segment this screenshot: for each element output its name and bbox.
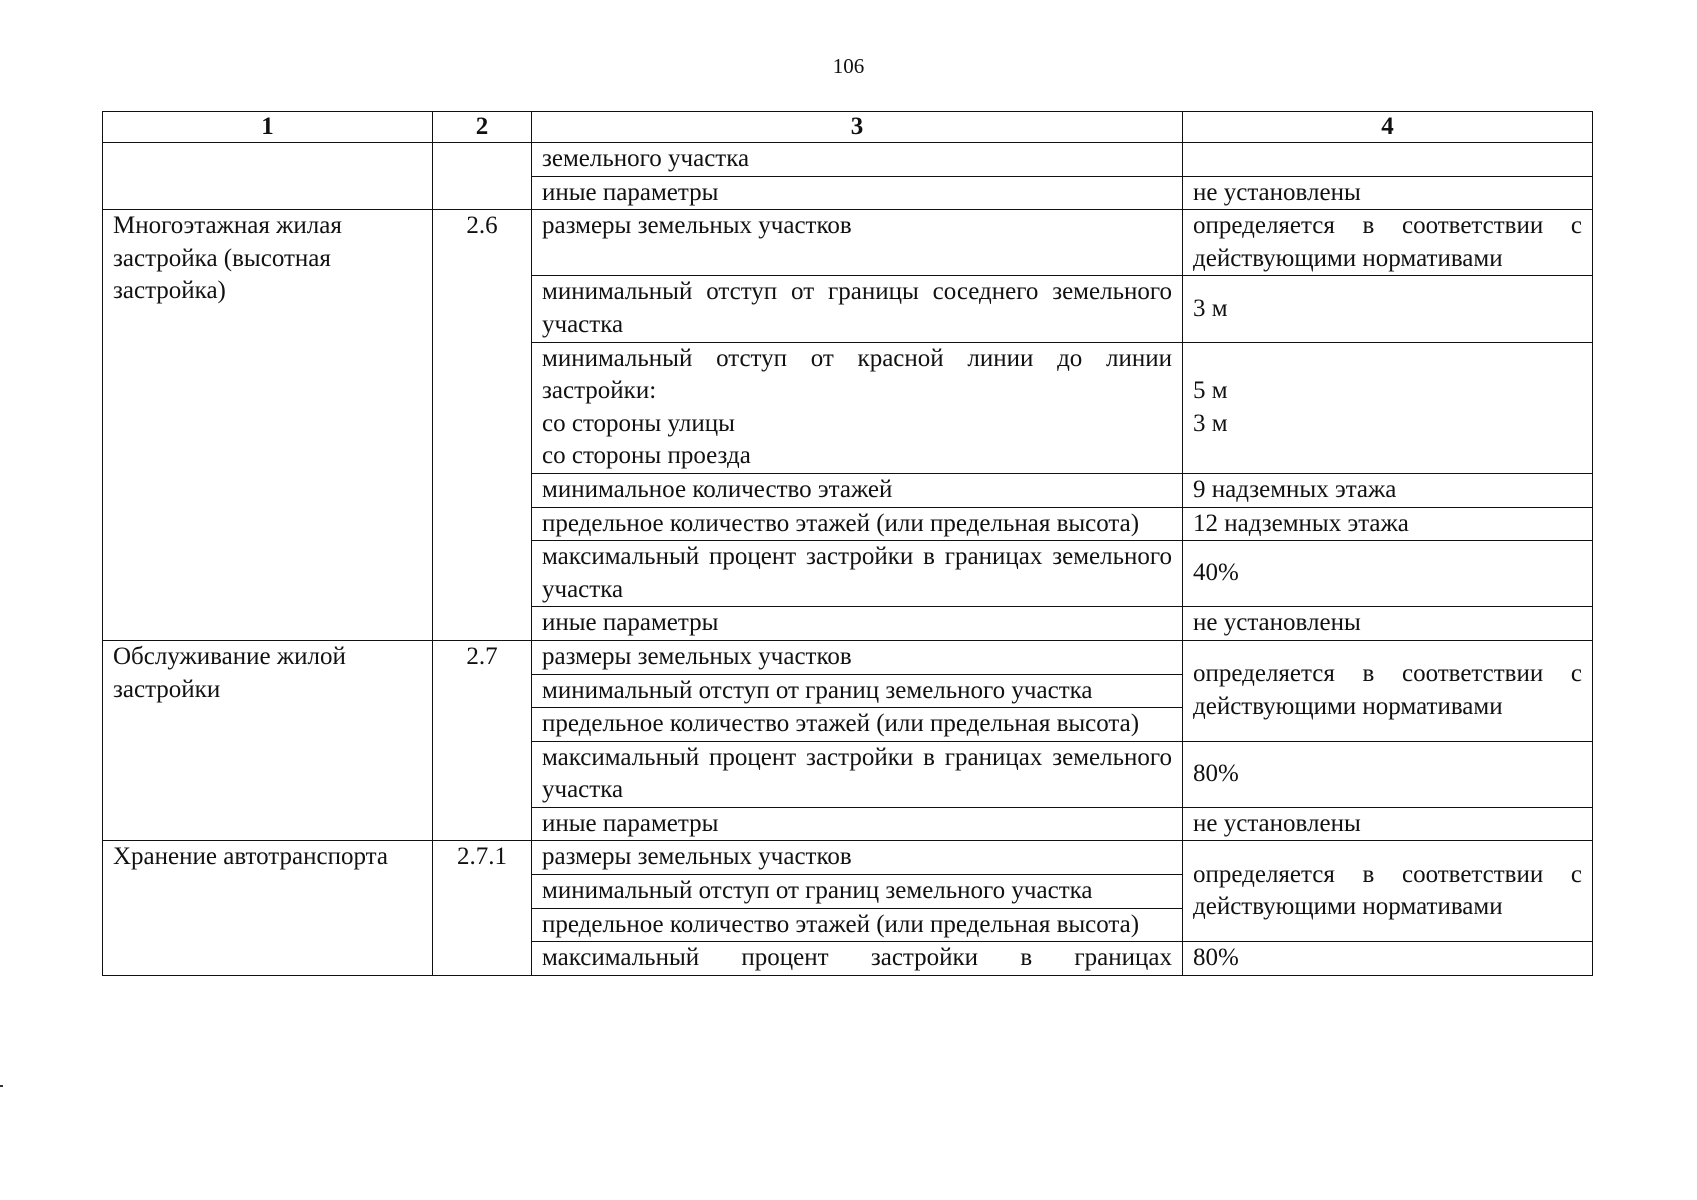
value-cell: 3 м [1183,276,1593,342]
param-line: со стороны улицы [542,409,735,437]
value-cell: 12 надземных этажа [1183,507,1593,541]
merged-value-cell: определяется в соответствии с действующими нормативами [1183,640,1593,741]
param-cell: максимальный процент застройки в границах земельного участка [532,741,1183,807]
param-cell: иные параметры [532,176,1183,210]
value-cell: не установлены [1183,607,1593,641]
param-line: минимальный отступ от красной линии до линии застройки: [542,344,1172,405]
param-cell: минимальное количество этажей [532,473,1183,507]
zoning-parameters-table [102,111,1593,976]
use-name-cell: Хранение автотранспорта [103,841,433,975]
param-cell: иные параметры [532,607,1183,641]
param-cell: максимальный процент застройки в границах земельного участка [532,541,1183,607]
param-cell: земельного участка [532,143,1183,177]
header-col-3: 3 [532,112,1183,143]
value-line: 3 м [1193,409,1228,437]
value-cell: не установлены [1183,807,1593,841]
param-cell: иные параметры [532,807,1183,841]
value-cell: не установлены [1183,176,1593,210]
header-col-1: 1 [103,112,433,143]
value-cell [1183,143,1593,177]
use-code-cell [433,143,532,210]
use-name-cell: Многоэтажная жилая застройка (высотная застройка) [103,210,433,641]
table-row [103,143,1593,177]
table-row [103,210,1593,276]
param-cell: максимальный процент застройки в границах [532,942,1183,976]
param-cell: предельное количество этажей (или предельная высота) [532,708,1183,742]
table-row [103,640,1593,674]
page-number: 106 [832,54,865,78]
header-col-4: 4 [1183,112,1593,143]
scan-speck [0,1085,3,1087]
param-cell: предельное количество этажей (или предельная высота) [532,908,1183,942]
param-cell: минимальный отступ от границы соседнего земельного участка [532,276,1183,342]
param-cell: размеры земельных участков [532,841,1183,875]
use-code-cell: 2.7 [433,640,532,841]
value-line: 5 м [1193,377,1228,405]
param-cell: минимальный отступ от границ земельного участка [532,875,1183,909]
header-col-2: 2 [433,112,532,143]
use-name-cell [103,143,433,210]
use-code-cell: 2.6 [433,210,532,641]
table-row [103,841,1593,875]
param-cell [532,342,1183,473]
param-cell: размеры земельных участков [532,640,1183,674]
value-cell: определяется в соответствии с действующими нормативами [1183,210,1593,276]
param-cell: размеры земельных участков [532,210,1183,276]
merged-value-cell: определяется в соответствии с действующими нормативами [1183,841,1593,942]
table-header-row [103,112,1593,143]
use-code-cell: 2.7.1 [433,841,532,975]
param-cell: предельное количество этажей (или предельная высота) [532,507,1183,541]
value-cell [1183,342,1593,473]
param-cell: минимальный отступ от границ земельного участка [532,674,1183,708]
value-cell: 40% [1183,541,1593,607]
value-cell: 80% [1183,741,1593,807]
param-line: со стороны проезда [542,442,751,470]
value-cell: 9 надземных этажа [1183,473,1593,507]
value-cell: 80% [1183,942,1593,976]
use-name-cell: Обслуживание жилой застройки [103,640,433,841]
